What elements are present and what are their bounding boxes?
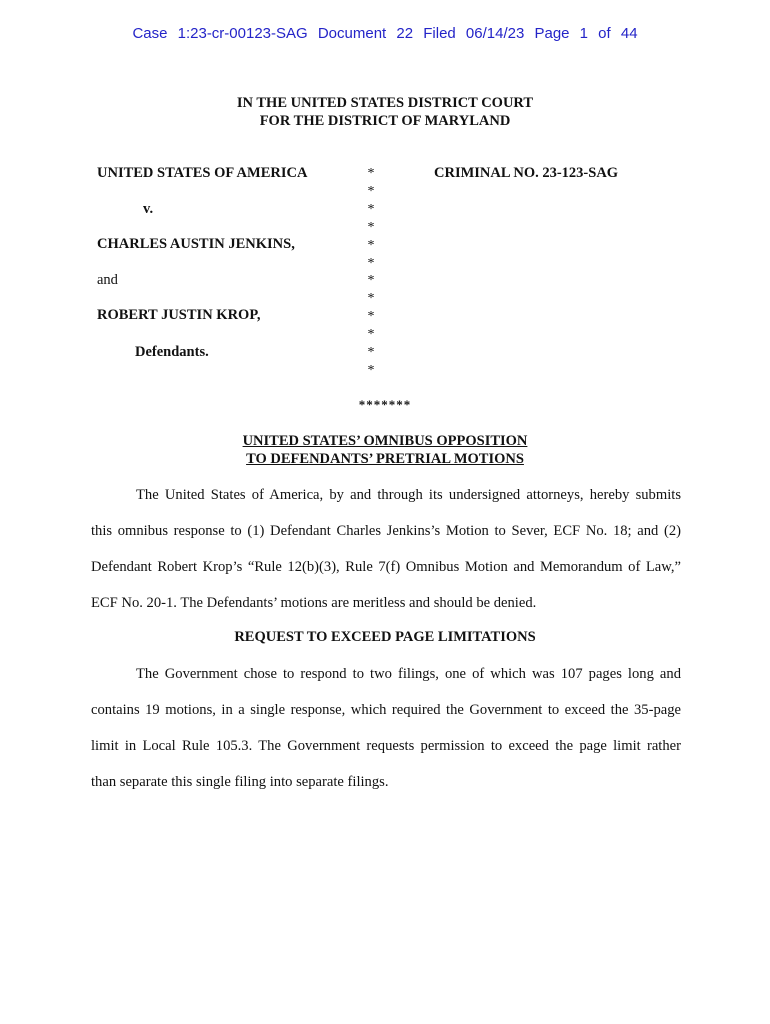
paragraph-1-line: The United States of America, by and through its undersigned attorneys, hereby submits: [136, 487, 681, 503]
caption-star: *: [367, 327, 375, 342]
paragraph-2-line: limit in Local Rule 105.3. The Government requests permission to exceed the page limit rather: [91, 738, 681, 754]
paragraph-2-line: The Government chose to respond to two filings, one of which was 107 pages long and: [136, 666, 681, 682]
defendant-krop: ROBERT JUSTIN KROP,: [97, 307, 261, 323]
paragraph-1-line: Defendant Robert Krop’s “Rule 12(b)(3), Rule 7(f) Omnibus Motion and Memorandum of Law,”: [91, 559, 681, 575]
caption-star: *: [367, 202, 375, 217]
and-label: and: [97, 272, 118, 288]
caption-star: *: [367, 345, 375, 360]
versus-label: v.: [143, 201, 154, 217]
ecf-header-stamp: Case 1:23-cr-00123-SAG Document 22 Filed 06/14/23 Page 1 of 44: [132, 25, 638, 42]
caption-star: *: [367, 166, 375, 181]
defendant-jenkins: CHARLES AUSTIN JENKINS,: [97, 236, 295, 252]
caption-star: *: [367, 184, 375, 199]
caption-star: *: [367, 363, 375, 378]
section-heading: REQUEST TO EXCEED PAGE LIMITATIONS: [234, 629, 536, 645]
paragraph-2-line: than separate this single filing into separate filings.: [91, 774, 389, 790]
caption-star: *: [367, 220, 375, 235]
paragraph-2-line: contains 19 motions, in a single response, which required the Government to exceed the 35-page: [91, 702, 681, 718]
caption-separator: *******: [358, 397, 412, 412]
court-district: FOR THE DISTRICT OF MARYLAND: [259, 113, 511, 129]
case-number: CRIMINAL NO. 23-123-SAG: [434, 165, 619, 181]
document-title-line2: TO DEFENDANTS’ PRETRIAL MOTIONS: [246, 451, 524, 467]
defendants-label: Defendants.: [135, 344, 209, 360]
caption-star: *: [367, 309, 375, 324]
plaintiff-name: UNITED STATES OF AMERICA: [97, 165, 308, 181]
caption-star: *: [367, 291, 375, 306]
paragraph-1-line: this omnibus response to (1) Defendant Charles Jenkins’s Motion to Sever, ECF No. 18; and (2): [91, 523, 681, 539]
caption-star: *: [367, 256, 375, 271]
caption-star: *: [367, 238, 375, 253]
court-name: IN THE UNITED STATES DISTRICT COURT: [236, 95, 534, 111]
document-title-line1: UNITED STATES’ OMNIBUS OPPOSITION: [242, 433, 528, 449]
paragraph-1-line: ECF No. 20-1. The Defendants’ motions are meritless and should be denied.: [91, 595, 537, 611]
caption-star: *: [367, 273, 375, 288]
